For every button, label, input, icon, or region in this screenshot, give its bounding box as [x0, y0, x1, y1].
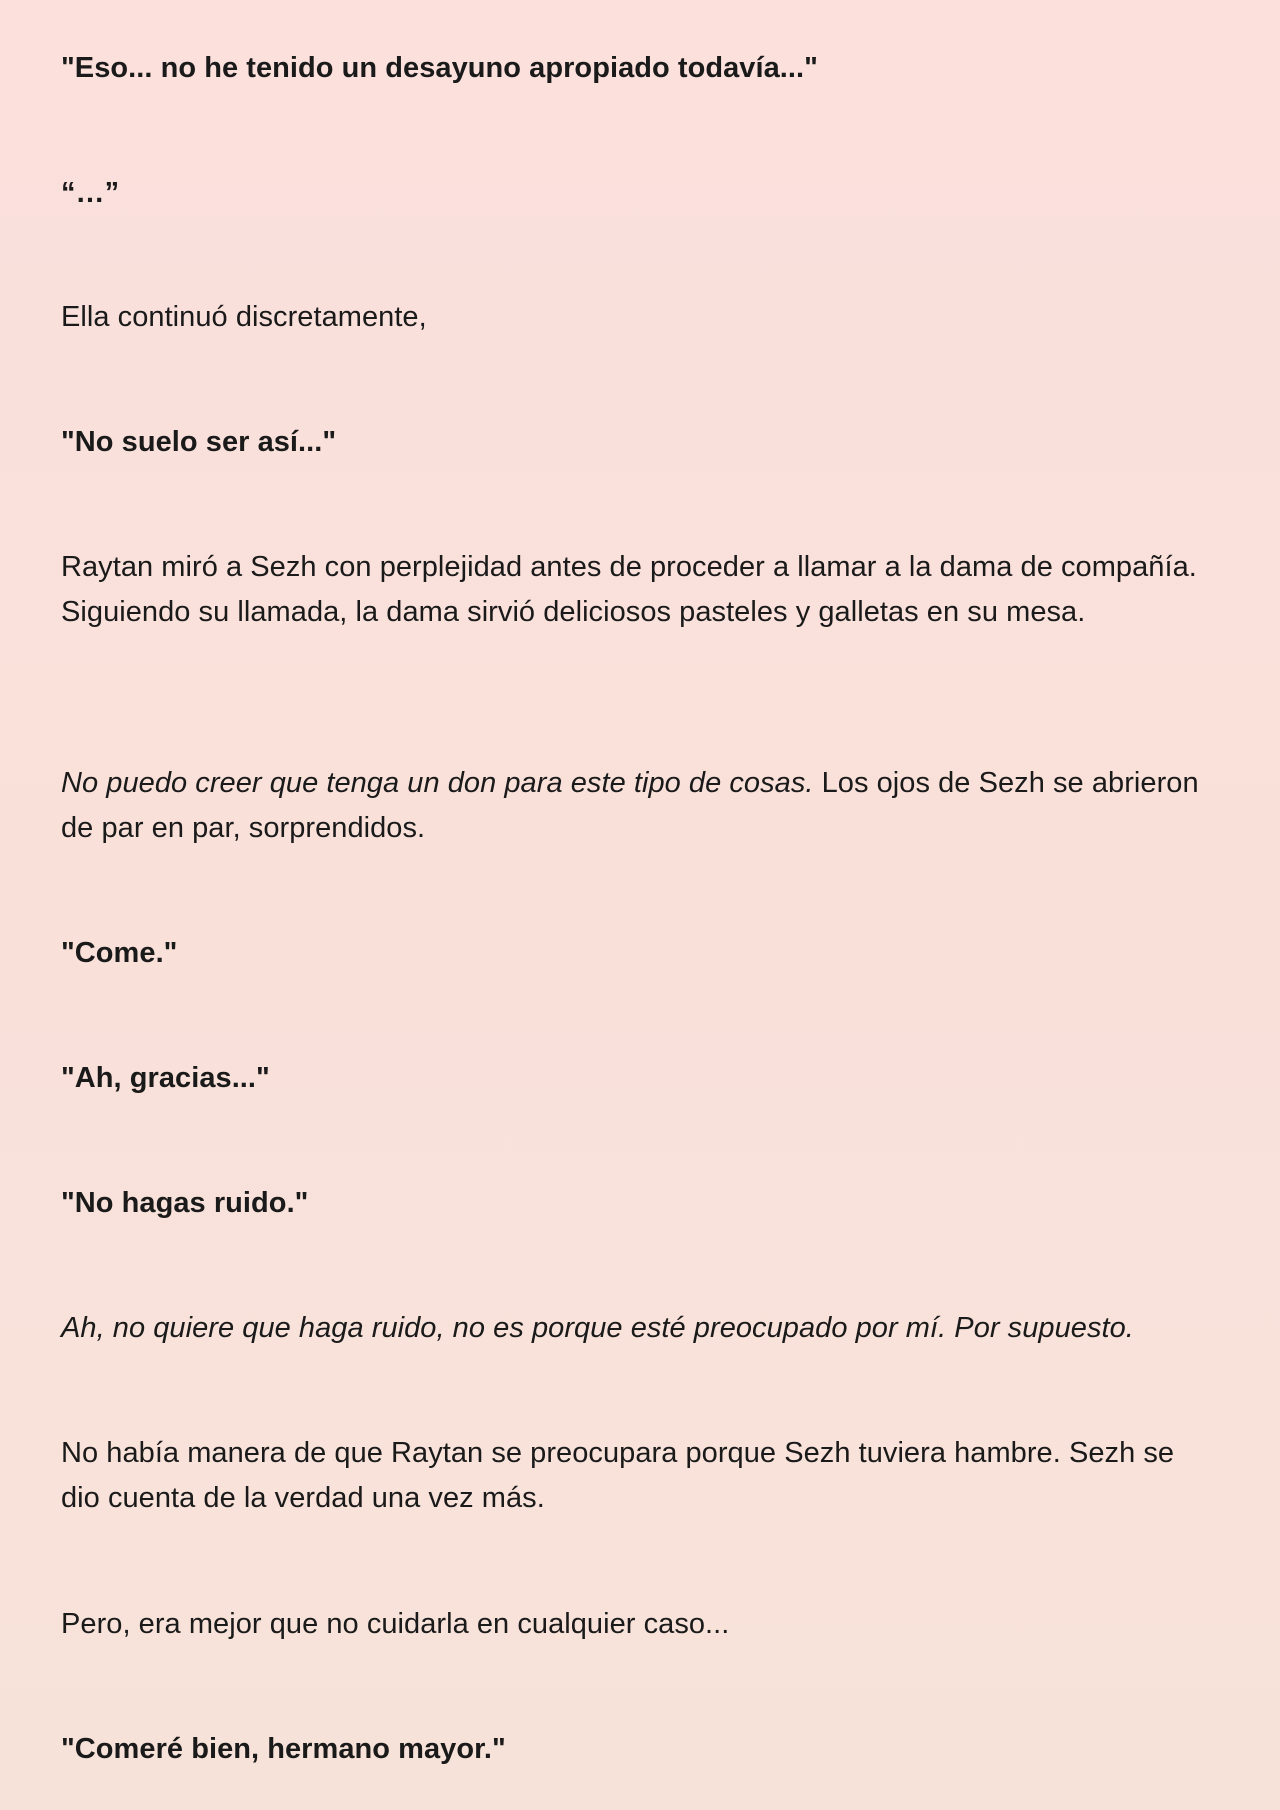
narration-better-than-nothing: Pero, era mejor que no cuidarla en cualquier caso...	[61, 1608, 730, 1640]
inner-thought: No puedo creer que tenga un don para este tipo de cosas.	[61, 767, 814, 799]
narration-sezh-surprised	[61, 761, 1221, 851]
dialogue-thanks: "Ah, gracias..."	[61, 1062, 270, 1094]
dialogue-no-noise: "No hagas ruido."	[61, 1187, 309, 1219]
dialogue-eat: "Come."	[61, 937, 178, 969]
inner-thought-noise: Ah, no quiere que haga ruido, no es porque esté preocupado por mí. Por supuesto.	[61, 1312, 1134, 1344]
dialogue-eat-well: "Comeré bien, hermano mayor."	[61, 1733, 506, 1765]
narration-continued: Ella continuó discretamente,	[61, 301, 427, 333]
dialogue-breakfast: "Eso... no he tenido un desayuno apropiado todavía..."	[61, 52, 818, 84]
narration-realization: No había manera de que Raytan se preocupara porque Sezh tuviera hambre. Sezh se dio cuenta de la verdad una vez más.	[61, 1437, 1175, 1514]
dialogue-not-usually: "No suelo ser así..."	[61, 426, 337, 458]
dialogue-ellipsis: “…”	[61, 177, 120, 209]
narration-raytan-calls-maid: Raytan miró a Sezh con perplejidad antes de proceder a llamar a la dama de compañía. Siguiendo su llamada, la dama sirvió deliciosos pasteles y galletas en su mesa.	[61, 551, 1197, 628]
narration-tail: Los ojos de Sezh se abrieron de par en par, sorprendidos.	[61, 767, 1199, 844]
